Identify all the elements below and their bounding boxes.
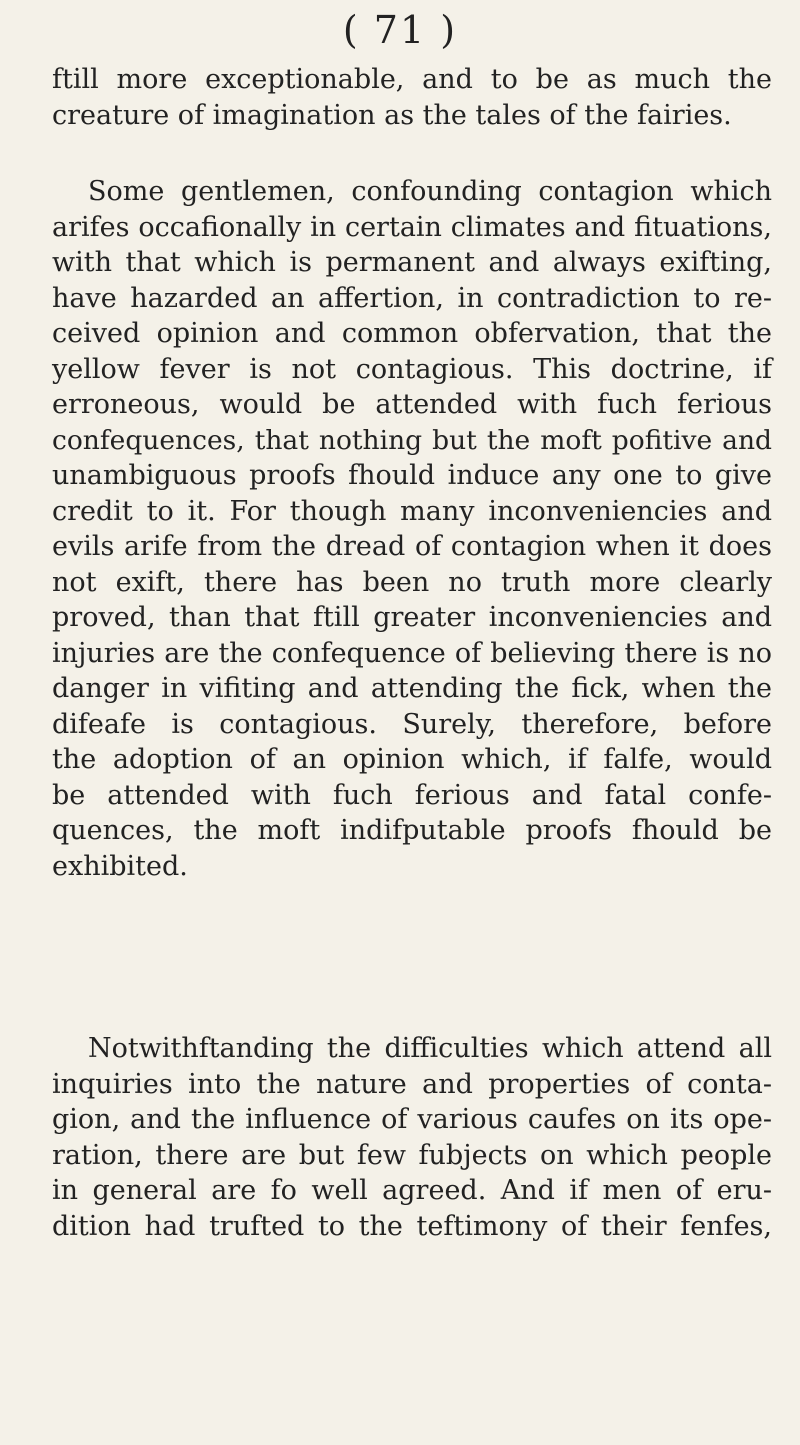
text-line: ceived opinion and common obfervation, that the	[52, 318, 772, 349]
text-line: creature of imagination as the tales of the fairies.	[52, 99, 732, 131]
paragraph-3	[52, 1031, 772, 1244]
text-line: yellow fever is not contagious. This doctrine, if	[52, 353, 772, 385]
text-line: unambiguous proofs fhould induce any one to give	[52, 460, 772, 491]
text-line: proved, than that ftill greater inconveniencies and	[52, 602, 772, 633]
paragraph-1	[52, 62, 772, 133]
text-line: danger in vifiting and attending the fick, when the	[52, 673, 772, 704]
text-line: quences, the moft indifputable proofs fhould be	[52, 815, 772, 846]
paragraph-2	[52, 174, 772, 884]
text-line: be attended with fuch ferious and fatal confe-	[52, 779, 772, 811]
text-line: ration, there are but few fubjects on which people	[52, 1139, 772, 1171]
text-line: gion, and the influence of various caufes on its ope-	[52, 1104, 772, 1135]
text-line: not exift, there has been no truth more clearly	[52, 566, 772, 598]
text-line: evils arife from the dread of contagion when it does	[52, 531, 772, 562]
text-line: inquiries into the nature and properties of conta-	[52, 1068, 772, 1100]
text-line: credit to it. For though many inconveniencies and	[52, 495, 772, 527]
text-line: Some gentlemen, confounding contagion which	[88, 176, 772, 207]
text-line: have hazarded an affertion, in contradiction to re-	[52, 282, 772, 314]
text-line: Notwithftanding the difficulties which attend all	[88, 1033, 772, 1064]
text-line: the adoption of an opinion which, if falfe, would	[52, 744, 772, 775]
text-line: ftill more exceptionable, and to be as much the	[52, 64, 772, 95]
text-line: in general are fo well agreed. And if men of eru-	[52, 1175, 772, 1206]
text-line: with that which is permanent and always exifting,	[52, 247, 772, 278]
text-line: confequences, that nothing but the moft pofitive and	[52, 424, 772, 456]
text-line: exhibited.	[52, 850, 188, 882]
page-number: ( 71 )	[342, 8, 458, 52]
text-line: injuries are the confequence of believing there is no	[52, 637, 772, 669]
text-line: erroneous, would be attended with fuch ferious	[52, 389, 772, 420]
text-line: arifes occafionally in certain climates and fituations,	[52, 211, 772, 243]
text-line: difeafe is contagious. Surely, therefore, before	[52, 708, 772, 740]
text-line: dition had trufted to the teftimony of their fenfes,	[52, 1210, 772, 1242]
